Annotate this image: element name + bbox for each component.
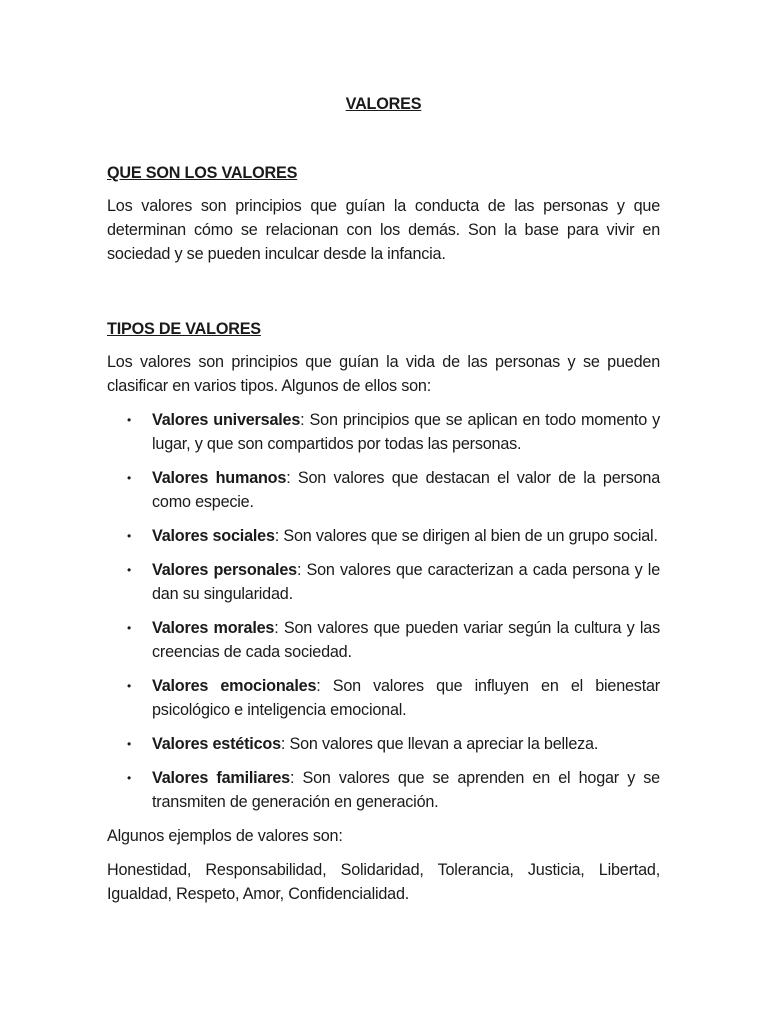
bullet-icon: •: [127, 471, 132, 485]
list-item: [107, 732, 660, 756]
list-item-term: Valores sociales: [152, 527, 275, 545]
list-item: [107, 674, 660, 722]
paragraph-definition: Los valores son principios que guían la conducta de las personas y que determinan cómo se relacionan con los demás. Son la base para vivir en sociedad y se pueden inculcar desde la infancia.: [107, 197, 660, 263]
list-item-term: Valores familiares: [152, 769, 290, 787]
list-item: [107, 466, 660, 514]
list-item: [107, 616, 660, 664]
bullet-icon: •: [127, 413, 132, 427]
types-list: [107, 408, 660, 814]
bullet-icon: •: [127, 563, 132, 577]
list-item: [107, 766, 660, 814]
document-page: [107, 92, 660, 906]
list-item-desc: : Son valores que se dirigen al bien de un grupo social.: [274, 527, 658, 545]
list-item-term: Valores emocionales: [152, 677, 317, 695]
list-item-term: Valores humanos: [152, 469, 287, 487]
list-item-term: Valores personales: [152, 561, 297, 579]
section-heading-que-son: QUE SON LOS VALORES: [107, 164, 298, 182]
bullet-icon: •: [127, 679, 132, 693]
list-item: [107, 558, 660, 606]
bullet-icon: •: [127, 771, 132, 785]
list-item-term: Valores estéticos: [152, 735, 281, 753]
list-item-desc: : Son valores que influyen en el bienestar psicológico e inteligencia emocional.: [152, 677, 660, 719]
document-title: VALORES: [345, 95, 422, 113]
list-item: [107, 524, 660, 548]
section-heading-tipos: TIPOS DE VALORES: [107, 320, 261, 338]
paragraph-examples-intro: Algunos ejemplos de valores son:: [107, 827, 343, 845]
list-item: [107, 408, 660, 456]
list-item-term: Valores morales: [152, 619, 275, 637]
bullet-icon: •: [127, 529, 132, 543]
paragraph-tipos-intro: Los valores son principios que guían la vida de las personas y se pueden clasificar en varios tipos. Algunos de ellos son:: [107, 353, 660, 395]
list-item-term: Valores universales: [152, 411, 301, 429]
bullet-icon: •: [127, 621, 132, 635]
paragraph-examples: Honestidad, Responsabilidad, Solidaridad, Tolerancia, Justicia, Libertad, Igualdad, Respeto, Amor, Confidencialidad.: [107, 861, 660, 903]
list-item-desc: : Son principios que se aplican en todo momento y lugar, y que son compartidos por todas las personas.: [152, 411, 660, 453]
list-item-desc: : Son valores que pueden variar según la cultura y las creencias de cada sociedad.: [152, 619, 660, 661]
list-item-desc: : Son valores que caracterizan a cada persona y le dan su singularidad.: [152, 561, 661, 603]
list-item-desc: : Son valores que destacan el valor de la persona como especie.: [152, 469, 661, 511]
bullet-icon: •: [127, 737, 132, 751]
list-item-desc: : Son valores que se aprenden en el hogar y se transmiten de generación en generación.: [152, 769, 660, 811]
list-item-desc: : Son valores que llevan a apreciar la belleza.: [280, 735, 599, 753]
